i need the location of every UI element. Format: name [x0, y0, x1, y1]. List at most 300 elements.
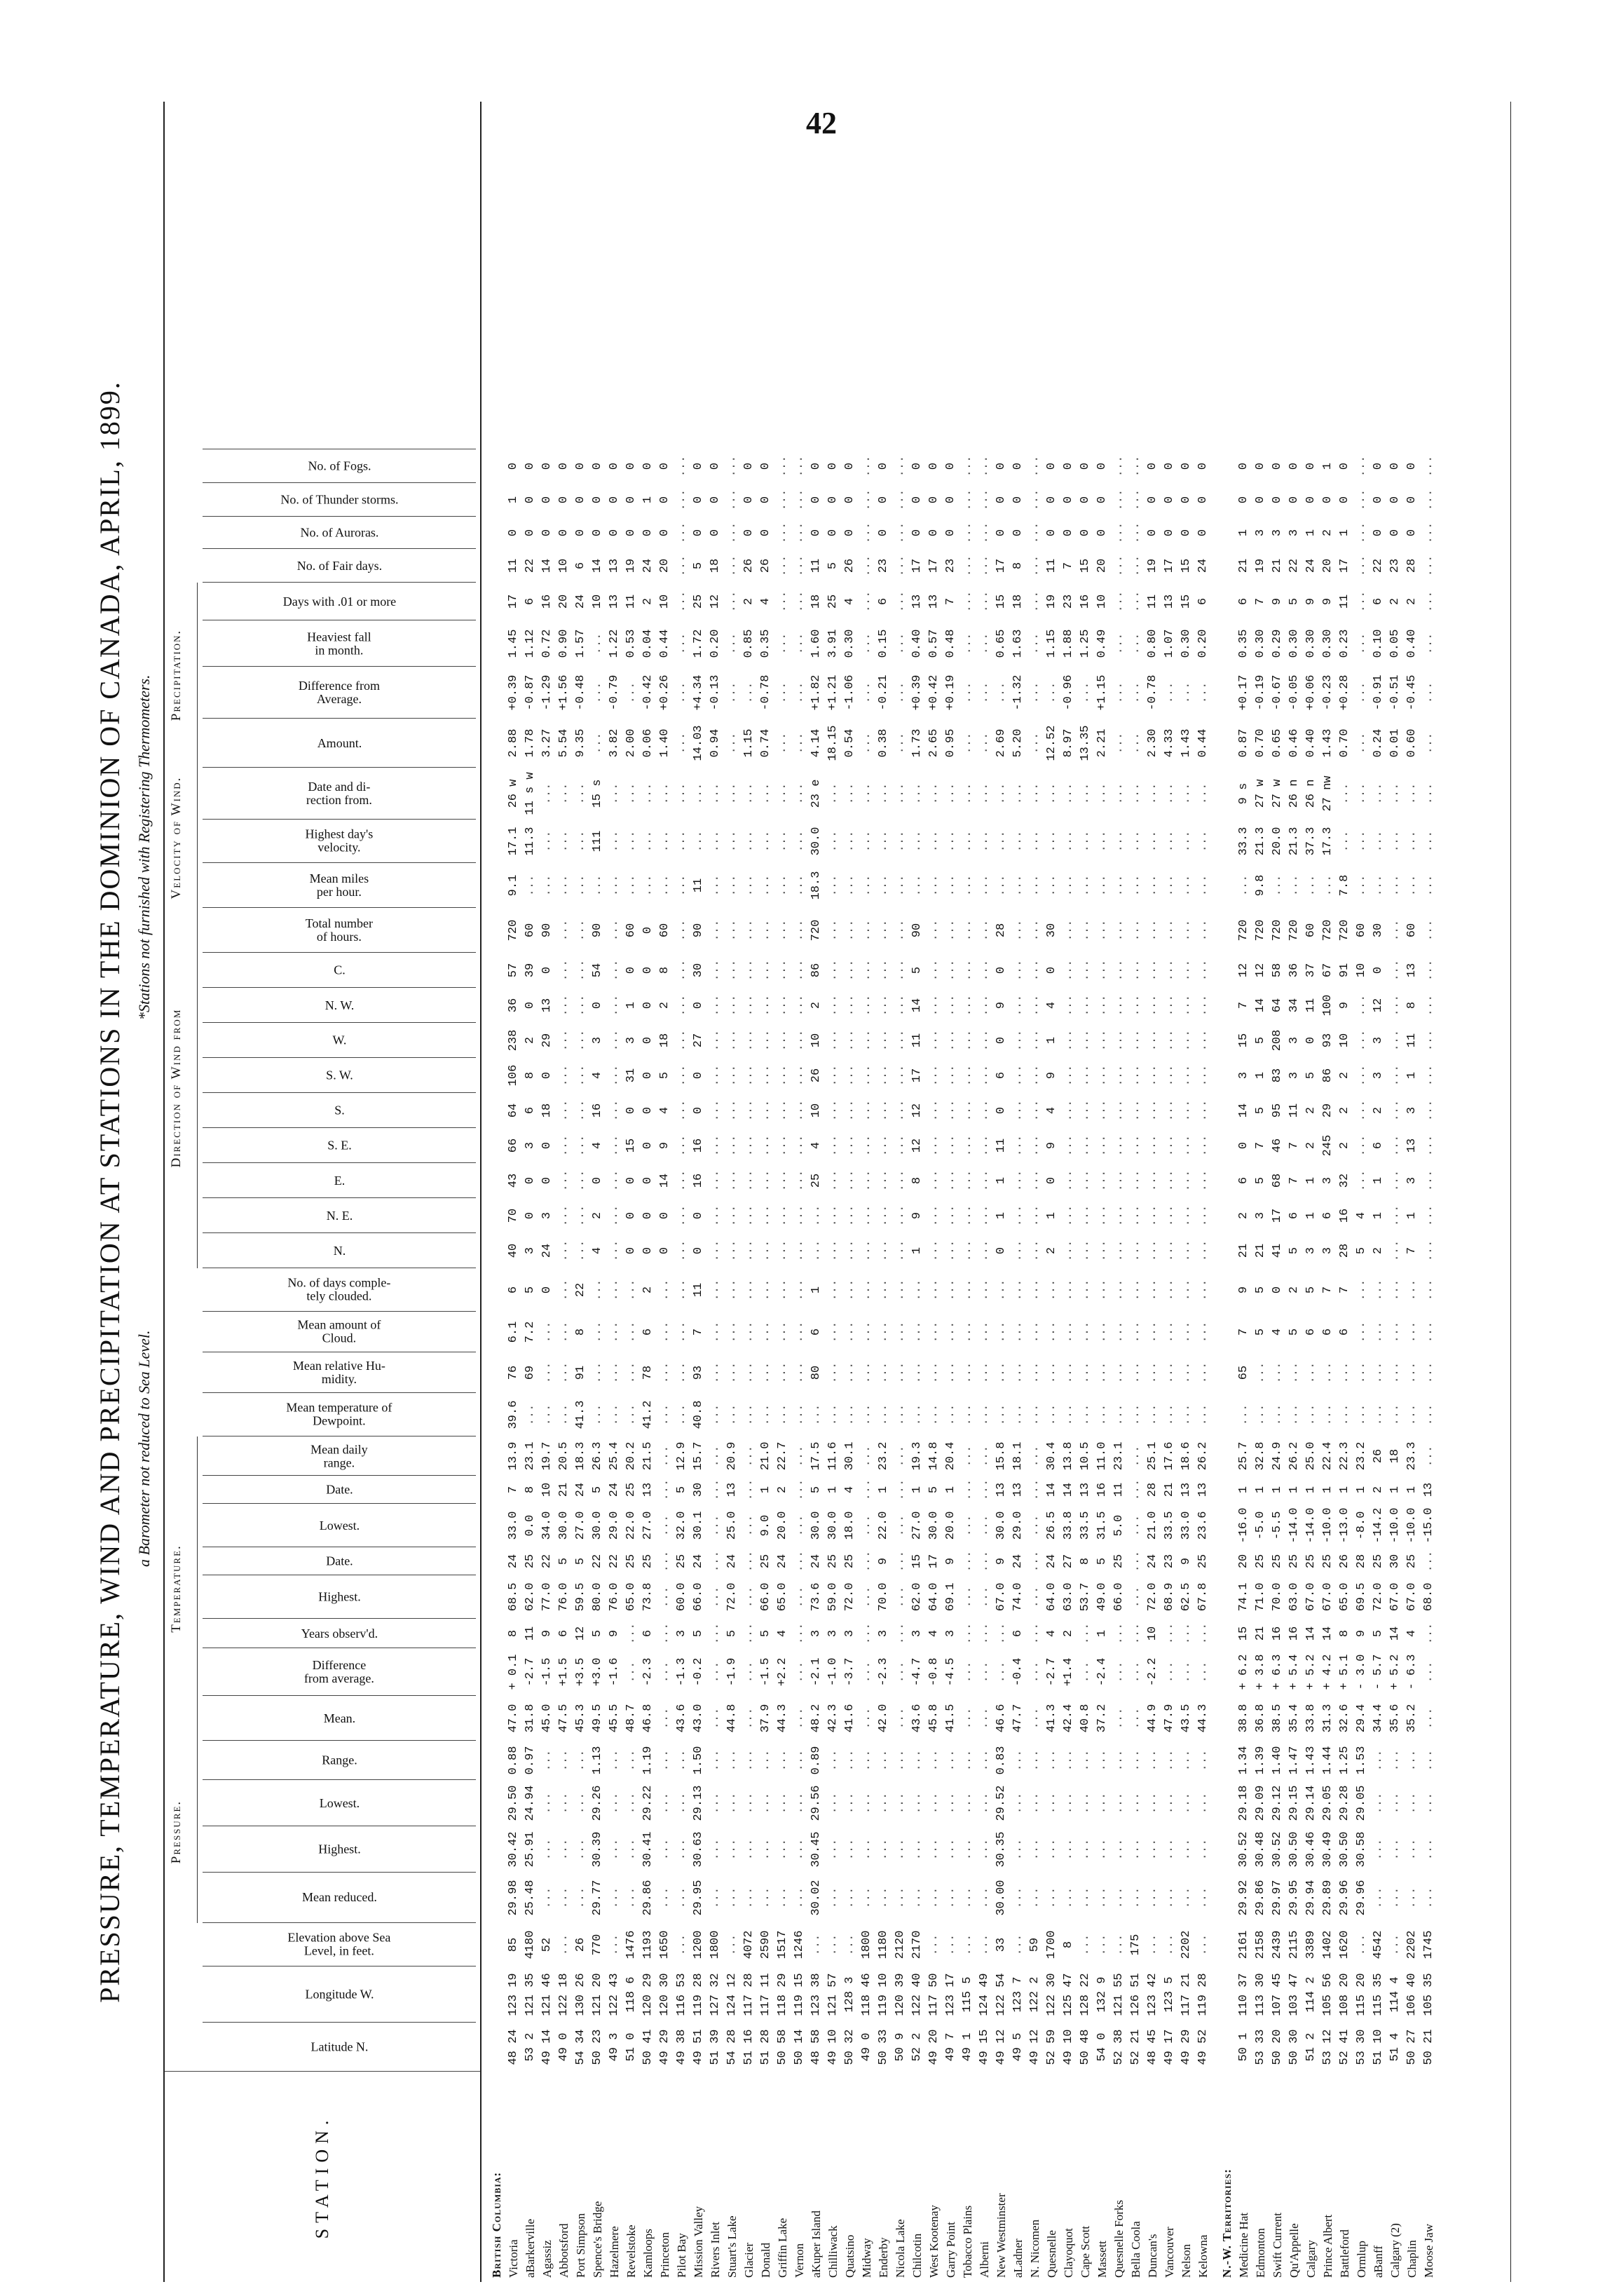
cell-w-n: ...	[1146, 1239, 1159, 1262]
cell-hum: ...	[910, 1361, 924, 1384]
station-name: Bella Coola	[1129, 2221, 1142, 2278]
cell-w-se: ...	[793, 1134, 806, 1157]
cell-pr-heavy: 0.30	[1288, 629, 1301, 658]
cell-w-e: 0	[540, 1176, 554, 1185]
cell-w-n: 21	[1237, 1243, 1250, 1258]
cell-t-diff: -2.1	[810, 1657, 823, 1687]
cell-w-e: ...	[1388, 1169, 1402, 1192]
cell-t-diff: -2.7	[1045, 1657, 1058, 1687]
cell-fogs: 0	[608, 462, 621, 470]
cell-v-mean: ...	[591, 874, 604, 897]
cell-p-high: ...	[624, 1838, 638, 1861]
cell-clouded: ...	[1180, 1279, 1193, 1301]
cell-w-ne: ...	[1180, 1204, 1193, 1227]
column-header-thunder: No. of Thunder storms.	[203, 482, 476, 517]
cell-t-years: ...	[1028, 1622, 1041, 1645]
cell-t-ldate: 24	[608, 1482, 621, 1497]
cell-w-w: ...	[826, 1029, 840, 1052]
cell-w-s: ...	[1011, 1099, 1025, 1122]
cell-elev: ...	[961, 1934, 974, 1956]
cell-w-se: 245	[1321, 1134, 1334, 1157]
cell-w-nw: 34	[1288, 998, 1301, 1013]
cell-t-low: 33.0	[507, 1511, 520, 1540]
table-row	[591, 102, 609, 2282]
cell-aurora: ...	[978, 522, 991, 544]
cell-w-sw: 5	[658, 1071, 671, 1080]
cell-v-date: ...	[1129, 782, 1142, 805]
cell-v-mean: ...	[658, 874, 671, 897]
cell-p-range: 1.43	[1304, 1746, 1318, 1775]
cell-lon: 114 4	[1388, 1976, 1402, 2013]
cell-w-s: ...	[1112, 1099, 1126, 1122]
station-name: Chilcotin	[910, 2233, 924, 2278]
cell-t-low: 30.0	[810, 1511, 823, 1540]
cell-t-diff: -1.0	[826, 1657, 840, 1687]
cell-elev: 770	[591, 1934, 604, 1956]
cell-t-mean: 44.8	[725, 1704, 739, 1733]
cell-cloud: ...	[608, 1321, 621, 1343]
cell-t-mean: 31.8	[524, 1704, 537, 1733]
cell-pr-amount: ...	[978, 732, 991, 754]
cell-thunder: ...	[894, 489, 907, 511]
cell-w-w: 11	[910, 1033, 924, 1048]
cell-w-c: 57	[507, 963, 520, 978]
cell-cloud: ...	[961, 1321, 974, 1343]
cell-pr-heavy: 0.48	[944, 629, 957, 658]
cell-w-ne: ...	[608, 1204, 621, 1227]
cell-hum: ...	[608, 1361, 621, 1384]
cell-w-nw: 64	[1271, 998, 1284, 1013]
cell-p-high: 30.58	[1355, 1831, 1368, 1868]
cell-cloud: ...	[1355, 1321, 1368, 1343]
cell-t-diff: +1.4	[1062, 1657, 1075, 1687]
cell-w-w: ...	[557, 1029, 571, 1052]
cell-t-years: ...	[793, 1622, 806, 1645]
cell-v-date: ...	[843, 782, 856, 805]
cell-t-hdate: 25	[1372, 1554, 1385, 1569]
cell-w-nw: ...	[574, 994, 587, 1017]
cell-hum: ...	[944, 1361, 957, 1384]
cell-p-low: ...	[1095, 1792, 1109, 1814]
cell-pr-days: ...	[1422, 590, 1435, 613]
cell-w-e: ...	[1062, 1169, 1075, 1192]
station-name: Pilot Bay	[675, 2233, 688, 2278]
cell-t-hdate: 27	[1062, 1554, 1075, 1569]
cell-w-n: 5	[1288, 1247, 1301, 1255]
cell-w-n: 0	[641, 1247, 655, 1255]
cell-p-high: ...	[608, 1838, 621, 1861]
cell-p-range: ...	[1079, 1749, 1092, 1772]
cell-w-sw: ...	[826, 1064, 840, 1087]
cell-v-date: ...	[641, 782, 655, 805]
cell-p-high: ...	[1196, 1838, 1210, 1861]
cell-t-low: 33.5	[1079, 1511, 1092, 1540]
cell-pr-diff: +0.26	[658, 674, 671, 711]
cell-lon: 118 6	[624, 1976, 638, 2013]
cell-w-sw: 1	[1405, 1071, 1419, 1080]
cell-w-w: 10	[810, 1033, 823, 1048]
cell-v-high: ...	[776, 830, 789, 852]
cell-w-se: ...	[1163, 1134, 1176, 1157]
cell-clouded: ...	[776, 1279, 789, 1301]
cell-aurora: ...	[860, 522, 873, 544]
cell-t-hdate: 24	[1011, 1554, 1025, 1569]
cell-clouded: ...	[894, 1279, 907, 1301]
cell-pr-heavy: 0.40	[910, 629, 924, 658]
cell-t-diff: -1.3	[675, 1657, 688, 1687]
cell-t-years: 1	[1095, 1629, 1109, 1638]
cell-v-mean: ...	[557, 874, 571, 897]
cell-pr-amount: 8.97	[1062, 728, 1075, 758]
cell-aurora: 0	[1388, 529, 1402, 537]
station-name: N. Nicomen	[1028, 2219, 1041, 2278]
cell-w-se: ...	[1011, 1134, 1025, 1157]
cell-w-se: ...	[1112, 1134, 1126, 1157]
cell-t-high: 74.1	[1237, 1582, 1250, 1612]
cell-v-date: ...	[961, 782, 974, 805]
cell-p-mean: 29.96	[1355, 1880, 1368, 1916]
cell-w-total: ...	[1112, 919, 1126, 942]
cell-w-total: 720	[810, 919, 823, 942]
cell-w-w: ...	[1112, 1029, 1126, 1052]
cell-elev: ...	[843, 1934, 856, 1956]
cell-hum: 80	[810, 1365, 823, 1380]
cell-hum: ...	[776, 1361, 789, 1384]
cell-v-high: ...	[1011, 830, 1025, 852]
cell-v-high: 37.3	[1304, 827, 1318, 856]
cell-t-diff: ...	[742, 1661, 756, 1683]
cell-fair: 23	[1388, 558, 1402, 573]
cell-thunder: ...	[978, 489, 991, 511]
cell-w-sw: ...	[927, 1064, 941, 1087]
cell-p-range: 1.53	[1355, 1746, 1368, 1775]
cell-t-low: 27.0	[574, 1511, 587, 1540]
cell-w-sw: 0	[540, 1071, 554, 1080]
cell-t-mean: 43.0	[692, 1704, 705, 1733]
table-row	[910, 102, 929, 2282]
cell-t-high: 68.5	[507, 1582, 520, 1612]
cell-w-total: 60	[1355, 923, 1368, 938]
cell-pr-heavy: 0.20	[1196, 629, 1210, 658]
cell-elev: 26	[574, 1937, 587, 1952]
cell-t-years: ...	[860, 1622, 873, 1645]
group-header-temperature: Temperature.	[169, 1436, 198, 1741]
cell-elev: ...	[1163, 1934, 1176, 1956]
cell-hum: ...	[540, 1361, 554, 1384]
cell-w-sw: ...	[1112, 1064, 1126, 1087]
cell-p-low: ...	[1146, 1792, 1159, 1814]
cell-w-e: ...	[725, 1169, 739, 1192]
cell-p-high: ...	[675, 1838, 688, 1861]
cell-w-c: ...	[927, 959, 941, 981]
cell-pr-diff: -0.51	[1388, 674, 1402, 711]
cell-w-se: ...	[709, 1134, 722, 1157]
cell-w-nw: ...	[557, 994, 571, 1017]
cell-w-se: 0	[641, 1141, 655, 1150]
cell-t-range: 20.4	[944, 1441, 957, 1471]
cell-pr-heavy: 0.35	[1237, 629, 1250, 658]
cell-w-total: ...	[1196, 919, 1210, 942]
table-header	[163, 102, 482, 2282]
cell-fair: 20	[658, 558, 671, 573]
cell-pr-heavy: ...	[1112, 632, 1126, 655]
cell-fair: 17	[1163, 558, 1176, 573]
cell-w-sw: ...	[725, 1064, 739, 1087]
cell-lat: 50 41	[641, 2029, 655, 2065]
cell-hum: ...	[1028, 1361, 1041, 1384]
cell-t-mean: 43.5	[1180, 1704, 1193, 1733]
cell-pr-diff: +0.06	[1304, 674, 1318, 711]
cell-w-s: ...	[826, 1099, 840, 1122]
cell-w-sw: ...	[877, 1064, 890, 1087]
cell-t-mean: 46.8	[641, 1704, 655, 1733]
cell-p-low: ...	[1196, 1792, 1210, 1814]
cell-w-se: ...	[725, 1134, 739, 1157]
cell-w-sw: ...	[961, 1064, 974, 1087]
cell-pr-amount: ...	[675, 732, 688, 754]
station-name: Nicola Lake	[894, 2219, 907, 2278]
station-name: Massett	[1095, 2241, 1109, 2278]
cell-clouded: 2	[1288, 1286, 1301, 1294]
cell-pr-days: ...	[894, 590, 907, 613]
cell-lat: 49 52	[1196, 2029, 1210, 2065]
cell-t-range: 18	[1388, 1448, 1402, 1464]
cell-thunder: ...	[776, 489, 789, 511]
cell-fogs: ...	[894, 455, 907, 477]
cell-v-mean: ...	[540, 874, 554, 897]
cell-pr-heavy: ...	[978, 632, 991, 655]
cell-t-high: 66.0	[759, 1582, 772, 1612]
cell-clouded: ...	[675, 1279, 688, 1301]
cell-t-years: 10	[1146, 1626, 1159, 1641]
cell-w-w: 3	[591, 1036, 604, 1045]
station-name: Vancouver	[1163, 2227, 1176, 2278]
cell-w-e: ...	[1163, 1169, 1176, 1192]
column-header-w-nw: N. W.	[203, 987, 476, 1023]
cell-aurora: 0	[709, 529, 722, 537]
cell-w-nw: 8	[1405, 1001, 1419, 1010]
cell-w-c: ...	[675, 959, 688, 981]
cell-t-range: 20.9	[725, 1441, 739, 1471]
cell-dew: ...	[1271, 1404, 1284, 1426]
cell-w-total: ...	[1163, 919, 1176, 942]
cell-thunder: 0	[1288, 496, 1301, 504]
cell-t-range: 25.4	[608, 1441, 621, 1471]
cell-pr-diff: ...	[978, 681, 991, 704]
cell-w-s: 0	[624, 1106, 638, 1115]
cell-dew: ...	[826, 1404, 840, 1426]
cell-fogs: 0	[557, 462, 571, 470]
cell-p-mean: ...	[1372, 1887, 1385, 1909]
cell-p-low: 29.12	[1271, 1785, 1284, 1821]
cell-dew: ...	[978, 1404, 991, 1426]
table-row	[658, 102, 676, 2282]
cell-thunder: ...	[1129, 489, 1142, 511]
cell-lon: 103 47	[1288, 1973, 1301, 2016]
cell-p-high: ...	[1405, 1838, 1419, 1861]
cell-hum: ...	[1372, 1361, 1385, 1384]
cell-w-nw: 0	[524, 1001, 537, 1010]
cell-dew: ...	[658, 1404, 671, 1426]
cell-w-nw: 100	[1321, 994, 1334, 1017]
cell-hum: ...	[1095, 1361, 1109, 1384]
cell-w-ne: ...	[894, 1204, 907, 1227]
cell-pr-amount: 0.46	[1288, 728, 1301, 758]
cell-thunder: ...	[1112, 489, 1126, 511]
cell-t-low: 33.0	[1180, 1511, 1193, 1540]
cell-fair: 8	[1011, 562, 1025, 570]
cell-t-hdate: 25	[826, 1554, 840, 1569]
cell-cloud: ...	[944, 1321, 957, 1343]
cell-w-c: 67	[1321, 963, 1334, 978]
cell-w-sw: ...	[675, 1064, 688, 1087]
cell-aurora: 0	[995, 529, 1008, 537]
cell-thunder: 0	[877, 496, 890, 504]
cell-t-range: ...	[793, 1445, 806, 1467]
cell-pr-amount: 0.06	[641, 728, 655, 758]
cell-v-high: ...	[1129, 830, 1142, 852]
cell-t-low: -14.0	[1288, 1507, 1301, 1544]
cell-pr-heavy: 0.80	[1146, 629, 1159, 658]
cell-t-ldate: 1	[1388, 1486, 1402, 1494]
cell-w-w: 3	[624, 1036, 638, 1045]
cell-t-range: ...	[978, 1445, 991, 1467]
cell-thunder: 0	[1045, 496, 1058, 504]
cell-pr-diff: ...	[1163, 681, 1176, 704]
cell-elev: 2439	[1271, 1930, 1284, 1959]
cell-v-high: ...	[1388, 830, 1402, 852]
table-row	[860, 102, 878, 2282]
cell-pr-diff: ...	[725, 681, 739, 704]
cell-elev: 52	[540, 1937, 554, 1952]
cell-p-low: ...	[1028, 1792, 1041, 1814]
cell-w-w: ...	[1146, 1029, 1159, 1052]
station-name: Quesnelle	[1045, 2230, 1058, 2278]
cell-clouded: ...	[1372, 1279, 1385, 1301]
cell-t-range: 13.9	[507, 1441, 520, 1471]
cell-lat: 51 39	[709, 2029, 722, 2065]
cell-hum: ...	[591, 1361, 604, 1384]
cell-w-nw: ...	[1079, 994, 1092, 1017]
cell-v-mean: ...	[843, 874, 856, 897]
cell-aurora: 0	[826, 529, 840, 537]
section-heading: N.-W. Territories:	[1220, 2168, 1234, 2278]
cell-w-se: ...	[1028, 1134, 1041, 1157]
cell-v-mean: ...	[709, 874, 722, 897]
cell-w-ne: ...	[826, 1204, 840, 1227]
cell-pr-heavy: ...	[860, 632, 873, 655]
cell-elev: 2120	[894, 1930, 907, 1959]
cell-w-e: ...	[759, 1169, 772, 1192]
cell-cloud: ...	[793, 1321, 806, 1343]
cell-pr-diff: +1.56	[557, 674, 571, 711]
cell-fair: 26	[843, 558, 856, 573]
cell-w-nw: 9	[1338, 1001, 1351, 1010]
station-name: Cape Scott	[1079, 2225, 1092, 2278]
cell-lat: 50 14	[793, 2029, 806, 2065]
cell-w-s: ...	[894, 1099, 907, 1122]
cell-w-ne: 1	[1045, 1211, 1058, 1220]
cell-t-years: 3	[910, 1629, 924, 1638]
cell-w-c: 12	[1254, 963, 1267, 978]
cell-lat: 49 15	[978, 2029, 991, 2065]
cell-w-w: 208	[1271, 1029, 1284, 1052]
cell-pr-amount: 0.74	[759, 728, 772, 758]
cell-p-mean: ...	[843, 1887, 856, 1909]
cell-fogs: 0	[927, 462, 941, 470]
cell-dew: ...	[1045, 1404, 1058, 1426]
cell-pr-diff: ...	[1112, 681, 1126, 704]
cell-w-s: 18	[540, 1103, 554, 1118]
cell-t-diff: + 5.4	[1288, 1654, 1301, 1690]
cell-w-ne: ...	[1062, 1204, 1075, 1227]
cell-w-c: ...	[877, 959, 890, 981]
cell-p-low: ...	[1405, 1792, 1419, 1814]
cell-t-low: ...	[793, 1514, 806, 1537]
cell-w-total: ...	[877, 919, 890, 942]
cell-aurora: 0	[810, 529, 823, 537]
cell-elev: 2202	[1180, 1930, 1193, 1959]
cell-w-c: 5	[910, 966, 924, 974]
cell-t-range: 15.8	[995, 1441, 1008, 1471]
cell-w-total: 720	[1321, 919, 1334, 942]
cell-pr-diff: ...	[1422, 681, 1435, 704]
cell-w-c: 54	[591, 963, 604, 978]
cell-t-low: 9.0	[759, 1514, 772, 1537]
cell-aurora: 0	[927, 529, 941, 537]
cell-lon: 116 53	[675, 1973, 688, 2016]
cell-pr-days: ...	[961, 590, 974, 613]
cell-t-years: 8	[507, 1629, 520, 1638]
column-header-t-diff: Difference from average.	[203, 1648, 476, 1696]
cell-t-hdate: 25	[624, 1554, 638, 1569]
cell-aurora: 3	[1254, 529, 1267, 537]
cell-hum: ...	[725, 1361, 739, 1384]
cell-w-total: 90	[910, 923, 924, 938]
cell-lat: 50 48	[1079, 2029, 1092, 2065]
column-header-t-ldate: Date.	[203, 1475, 476, 1504]
cell-p-range: ...	[843, 1749, 856, 1772]
cell-p-low: ...	[894, 1792, 907, 1814]
station-name: Duncan's	[1146, 2234, 1159, 2278]
cell-t-mean: 31.3	[1321, 1704, 1334, 1733]
cell-w-s: ...	[1196, 1099, 1210, 1122]
cell-w-c: ...	[1028, 959, 1041, 981]
cell-w-nw: 14	[910, 998, 924, 1013]
cell-t-high: ...	[1129, 1586, 1142, 1608]
cell-p-mean: ...	[894, 1887, 907, 1909]
cell-w-e: ...	[894, 1169, 907, 1192]
cell-t-diff: -3.7	[843, 1657, 856, 1687]
cell-pr-diff: +0.42	[927, 674, 941, 711]
cell-w-w: ...	[927, 1029, 941, 1052]
cell-clouded: ...	[1062, 1279, 1075, 1301]
cell-p-high: ...	[1045, 1838, 1058, 1861]
cell-p-low: ...	[658, 1792, 671, 1814]
cell-p-range: ...	[1405, 1749, 1419, 1772]
cell-t-ldate: ...	[658, 1479, 671, 1501]
cell-pr-heavy: 0.35	[759, 629, 772, 658]
cell-t-high: ...	[709, 1586, 722, 1608]
cell-pr-days: 9	[1321, 597, 1334, 606]
cell-w-w: ...	[1028, 1029, 1041, 1052]
cell-aurora: ...	[961, 522, 974, 544]
cell-p-mean: 29.92	[1237, 1880, 1250, 1916]
cell-dew: ...	[776, 1404, 789, 1426]
group-header-pressure: Pressure.	[169, 1741, 198, 1923]
cell-elev: ...	[725, 1934, 739, 1956]
cell-p-low: 29.15	[1288, 1785, 1301, 1821]
